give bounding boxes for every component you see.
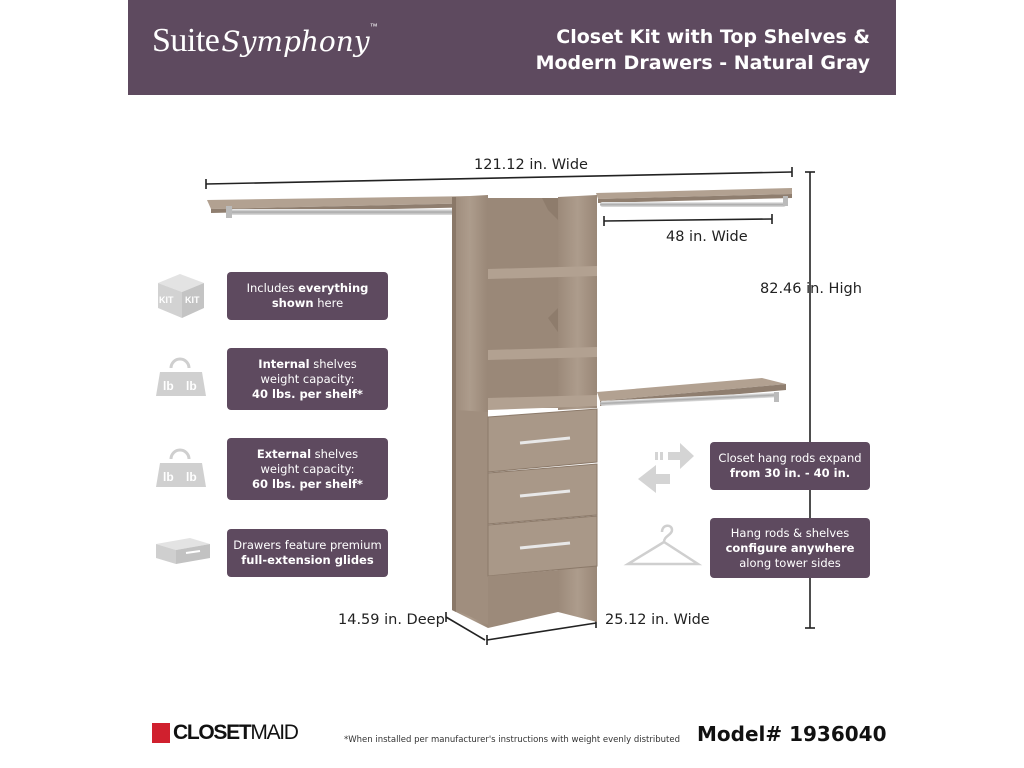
feature-drawers-line1: Drawers feature premium: [233, 538, 382, 552]
closetmaid-wordmark: [173, 721, 298, 745]
feature-drawers-line2: [241, 553, 373, 568]
lb-weight-icon: [156, 359, 206, 396]
svg-text:lb: lb: [163, 470, 174, 484]
feature-expand-line2-bold: from 30 in. - 40 in.: [729, 466, 851, 480]
lb-weight-icon-2: [156, 450, 206, 487]
hanger-icon: [628, 526, 698, 564]
shelf-width-dimension-line: [604, 214, 772, 226]
feature-configure-line3: along tower sides: [739, 555, 841, 570]
svg-text:lb: lb: [186, 470, 197, 484]
feature-external-capacity: [227, 438, 388, 500]
feature-external-bold: External: [256, 446, 312, 461]
feature-internal-line2: weight capacity:: [260, 371, 355, 386]
feature-internal-capacity: [227, 348, 388, 410]
feature-internal-line3: [252, 387, 363, 402]
feature-configure-line2-bold: configure anywhere: [725, 540, 855, 555]
feature-includes-bold: everything: [298, 281, 369, 295]
expand-arrows-icon: [638, 443, 694, 493]
shelf-width-label: 48 in. Wide: [666, 229, 748, 245]
feature-expand-line1: Closet hang rods expand: [718, 451, 862, 465]
left-hang-rod: [230, 209, 477, 215]
feature-configure-line2: [726, 541, 855, 556]
feature-internal-bold: Internal: [258, 356, 310, 371]
feature-external-line1: [257, 447, 358, 462]
footnote: *When installed per manufacturer's instructions with weight evenly distributed: [344, 735, 680, 745]
kit-box-icon: [158, 274, 204, 318]
depth-label: 14.59 in. Deep: [338, 612, 445, 628]
closetmaid-red-square: [152, 723, 170, 743]
svg-text:KIT: KIT: [159, 295, 174, 305]
drawer-icon: [156, 538, 210, 564]
logo-suite-text: Suite: [152, 22, 220, 59]
feature-hang-rods-expand: [710, 442, 870, 490]
feature-external-text: shelves: [311, 446, 359, 461]
feature-configure-line1: Hang rods & shelves: [730, 525, 850, 540]
closetmaid-thin-text: MAID: [250, 721, 298, 744]
right-top-hang-rod: [600, 202, 786, 207]
feature-external-line3-bold: 60 lbs. per shelf*: [252, 476, 363, 491]
svg-text:lb: lb: [163, 379, 174, 393]
product-title-line1: Closet Kit with Top Shelves &: [556, 26, 870, 48]
height-label: 82.46 in. High: [760, 281, 862, 297]
svg-text:KIT: KIT: [185, 295, 200, 305]
feature-drawers: [227, 529, 388, 577]
tower-unit: [452, 195, 597, 628]
feature-external-line2: weight capacity:: [260, 461, 355, 476]
closetmaid-bold-text: CLOSET: [173, 721, 251, 744]
tower-width-label: 25.12 in. Wide: [605, 612, 710, 628]
feature-includes-line2: [272, 296, 343, 311]
model-number: Model# 1936040: [697, 722, 887, 746]
feature-internal-line3-bold: 40 lbs. per shelf*: [252, 386, 363, 401]
logo-trademark: ™: [369, 22, 378, 31]
feature-includes-post: here: [313, 296, 344, 310]
feature-drawers-line2-bold: full-extension glides: [241, 553, 374, 567]
feature-includes-everything: [227, 272, 388, 320]
feature-external-line3: [252, 477, 363, 492]
closetmaid-logo: [152, 722, 298, 744]
feature-configure-anywhere: [710, 518, 870, 578]
overall-width-label: 121.12 in. Wide: [474, 157, 588, 173]
feature-expand-line2: [730, 466, 850, 481]
feature-includes-bold2: shown: [271, 296, 314, 310]
product-title-line2: Modern Drawers - Natural Gray: [535, 52, 870, 74]
feature-includes-pre: Includes: [246, 281, 299, 295]
feature-internal-text: shelves: [309, 356, 357, 371]
logo-symphony-text: Symphony: [221, 25, 370, 58]
feature-includes-line1: [247, 281, 369, 296]
svg-text:lb: lb: [186, 379, 197, 393]
feature-internal-line1: [258, 357, 356, 372]
